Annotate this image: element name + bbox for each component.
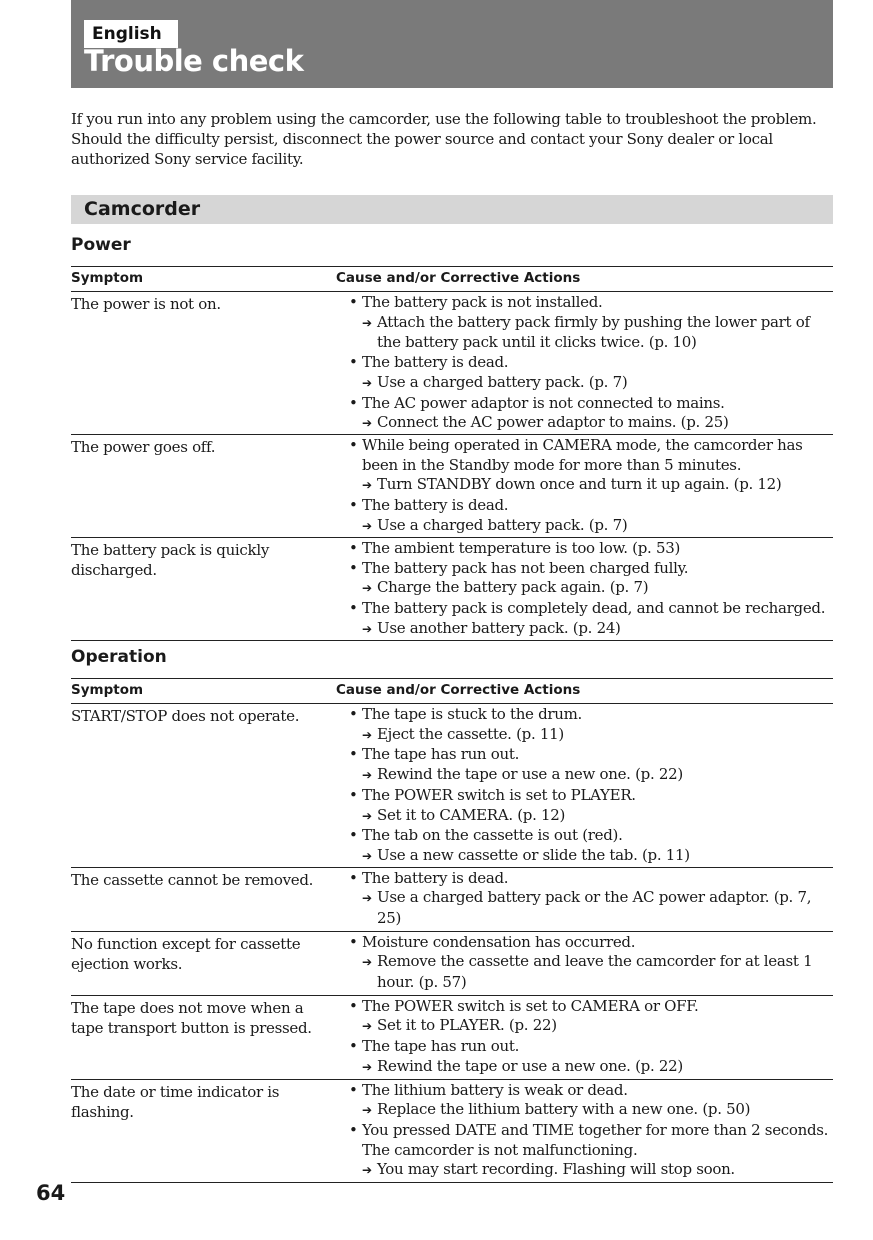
bullet-icon: • (349, 785, 358, 804)
arrow-right-icon: ➔ (362, 891, 372, 906)
table-row (71, 868, 833, 932)
bullet-icon: • (349, 932, 358, 951)
bullet-icon: • (349, 558, 358, 577)
bullet-icon: • (349, 868, 358, 887)
arrow-right-icon: ➔ (362, 727, 372, 742)
bullet-icon: • (349, 1080, 358, 1099)
cause-cell (336, 538, 833, 640)
symptom-cell: The power goes off. (71, 438, 216, 456)
corrective-action (336, 516, 833, 537)
corrective-action (336, 1160, 833, 1181)
cause-item (336, 869, 833, 889)
arrow-right-icon: ➔ (362, 768, 372, 783)
power-table (71, 266, 833, 641)
cause-text: The battery pack has not been charged fully. (362, 558, 689, 577)
symptom-cell: The power is not on. (71, 295, 221, 313)
corrective-action (336, 806, 833, 827)
cause-text: You pressed DATE and TIME together for more than 2 seconds. The camcorder is not malfunctioning. (362, 1121, 829, 1159)
page-number: 64 (36, 1181, 66, 1205)
arrow-right-icon: ➔ (362, 416, 372, 431)
bullet-icon: • (349, 393, 358, 412)
cause-text: The POWER switch is set to PLAYER. (362, 785, 636, 804)
cause-text: The tape has run out. (362, 745, 520, 764)
power-heading: Power (71, 235, 131, 255)
cause-item (336, 353, 833, 373)
cause-text: Moisture condensation has occurred. (362, 932, 636, 951)
bullet-icon: • (349, 293, 358, 311)
action-text: Rewind the tape or use a new one. (p. 22) (377, 1056, 683, 1075)
cause-text: The battery is dead. (362, 868, 509, 887)
action-text: Turn STANDBY down once and turn it up again. (p. 12) (377, 475, 782, 494)
arrow-right-icon: ➔ (362, 848, 372, 863)
corrective-action (336, 888, 833, 928)
bullet-icon: • (349, 539, 358, 557)
table-row (71, 435, 833, 538)
table-row (71, 932, 833, 996)
bullet-icon: • (349, 1037, 358, 1056)
cause-text: The tape has run out. (362, 1037, 520, 1056)
corrective-action (336, 413, 833, 434)
symptom-cell: No function except for cassette ejection works. (71, 934, 301, 973)
symptom-cell: The cassette cannot be removed. (71, 870, 314, 889)
action-text: You may start recording. Flashing will stop soon. (377, 1160, 735, 1179)
symptom-cell: START/STOP does not operate. (71, 707, 300, 725)
operation-table (71, 678, 833, 1183)
intro-paragraph: If you run into any problem using the camcorder, use the following table to troubleshoot the problem. Should the difficulty persist, disconnect the power source and contact your Sony dealer or local authorized Sony service facility. (71, 110, 817, 168)
bullet-icon: • (349, 353, 358, 372)
corrective-action (336, 578, 833, 599)
symptom-cell: The date or time indicator is flashing. (71, 1082, 280, 1121)
arrow-right-icon: ➔ (362, 1103, 372, 1118)
table-row (71, 1080, 833, 1183)
corrective-action (336, 765, 833, 786)
table-row (71, 704, 833, 868)
arrow-right-icon: ➔ (362, 1059, 372, 1074)
corrective-action (336, 1100, 833, 1121)
arrow-right-icon: ➔ (362, 581, 372, 596)
arrow-right-icon: ➔ (362, 808, 372, 823)
action-text: Use another battery pack. (p. 24) (377, 618, 621, 637)
bullet-icon: • (349, 705, 358, 723)
cause-text: The lithium battery is weak or dead. (362, 1080, 628, 1099)
column-header-cause: Cause and/or Corrective Actions (336, 270, 581, 286)
column-header-symptom: Symptom (71, 270, 144, 286)
table-row (71, 292, 833, 435)
operation-table-body (71, 704, 833, 1183)
symptom-cell: The tape does not move when a tape transport button is pressed. (71, 998, 312, 1037)
action-text: Attach the battery pack firmly by pushing the lower part of the battery pack until it clicks twice. (p. 10) (377, 312, 810, 352)
action-text: Set it to CAMERA. (p. 12) (377, 805, 566, 824)
action-text: Eject the cassette. (p. 11) (377, 724, 564, 743)
cause-item (336, 599, 833, 619)
arrow-right-icon: ➔ (362, 1019, 372, 1034)
cause-text: The POWER switch is set to CAMERA or OFF. (362, 996, 699, 1015)
action-text: Use a charged battery pack or the AC power adaptor. (p. 7, 25) (377, 888, 812, 928)
cause-item (336, 293, 833, 313)
cause-item (336, 786, 833, 806)
bullet-icon: • (349, 436, 358, 454)
cause-item (336, 826, 833, 846)
corrective-action (336, 1057, 833, 1078)
arrow-right-icon: ➔ (362, 955, 372, 970)
cause-cell (336, 1080, 833, 1182)
bullet-icon: • (349, 826, 358, 845)
corrective-action (336, 475, 833, 496)
arrow-right-icon: ➔ (362, 518, 372, 533)
arrow-right-icon: ➔ (362, 478, 372, 493)
cause-item (336, 539, 833, 559)
cause-item (336, 1037, 833, 1057)
corrective-action (336, 846, 833, 867)
cause-text: The battery pack is completely dead, and cannot be recharged. (362, 599, 826, 618)
corrective-action (336, 373, 833, 394)
action-text: Use a charged battery pack. (p. 7) (377, 372, 628, 391)
bullet-icon: • (349, 1121, 358, 1140)
arrow-right-icon: ➔ (362, 1163, 372, 1178)
bullet-icon: • (349, 599, 358, 618)
cause-item (336, 1121, 833, 1160)
corrective-action (336, 1016, 833, 1037)
cause-text: The battery is dead. (362, 496, 509, 515)
operation-heading: Operation (71, 647, 167, 667)
symptom-cell: The battery pack is quickly discharged. (71, 541, 269, 579)
cause-cell (336, 435, 833, 537)
cause-text: The tab on the cassette is out (red). (362, 826, 623, 845)
operation-table-header (71, 678, 833, 704)
cause-item (336, 436, 833, 475)
bullet-icon: • (349, 745, 358, 764)
column-header-symptom: Symptom (71, 682, 144, 698)
cause-item (336, 933, 833, 953)
cause-cell (336, 932, 833, 995)
action-text: Set it to PLAYER. (p. 22) (377, 1016, 557, 1035)
cause-text: The AC power adaptor is not connected to mains. (362, 393, 725, 412)
language-tag: English (84, 20, 178, 48)
arrow-right-icon: ➔ (362, 315, 372, 330)
cause-item (336, 559, 833, 579)
cause-text: The tape is stuck to the drum. (362, 705, 583, 723)
cause-cell (336, 292, 833, 434)
bullet-icon: • (349, 496, 358, 515)
corrective-action (336, 725, 833, 746)
cause-text: While being operated in CAMERA mode, the camcorder has been in the Standby mode for more than 5 minutes. (362, 436, 803, 474)
cause-item (336, 745, 833, 765)
cause-item (336, 394, 833, 414)
page-title: Trouble check (84, 44, 304, 78)
cause-text: The ambient temperature is too low. (p. 53) (362, 539, 681, 557)
cause-cell (336, 996, 833, 1079)
action-text: Charge the battery pack again. (p. 7) (377, 578, 649, 597)
power-table-header (71, 266, 833, 292)
power-table-body (71, 292, 833, 641)
arrow-right-icon: ➔ (362, 621, 372, 636)
section-title: Camcorder (84, 198, 201, 220)
action-text: Connect the AC power adaptor to mains. (p. 25) (377, 413, 729, 432)
action-text: Rewind the tape or use a new one. (p. 22) (377, 765, 683, 784)
column-header-cause: Cause and/or Corrective Actions (336, 682, 581, 698)
corrective-action (336, 313, 833, 353)
table-row (71, 996, 833, 1080)
cause-item (336, 705, 833, 725)
corrective-action (336, 619, 833, 640)
cause-text: The battery pack is not installed. (362, 293, 603, 311)
action-text: Use a charged battery pack. (p. 7) (377, 515, 628, 534)
action-text: Replace the lithium battery with a new one. (p. 50) (377, 1100, 751, 1119)
action-text: Remove the cassette and leave the camcorder for at least 1 hour. (p. 57) (377, 952, 813, 992)
bullet-icon: • (349, 996, 358, 1015)
arrow-right-icon: ➔ (362, 375, 372, 390)
cause-item (336, 997, 833, 1017)
cause-text: The battery is dead. (362, 353, 509, 372)
action-text: Use a new cassette or slide the tab. (p. 11) (377, 845, 690, 864)
cause-cell (336, 868, 833, 931)
cause-item (336, 1081, 833, 1101)
cause-cell (336, 704, 833, 867)
corrective-action (336, 952, 833, 992)
table-row (71, 538, 833, 641)
cause-item (336, 496, 833, 516)
